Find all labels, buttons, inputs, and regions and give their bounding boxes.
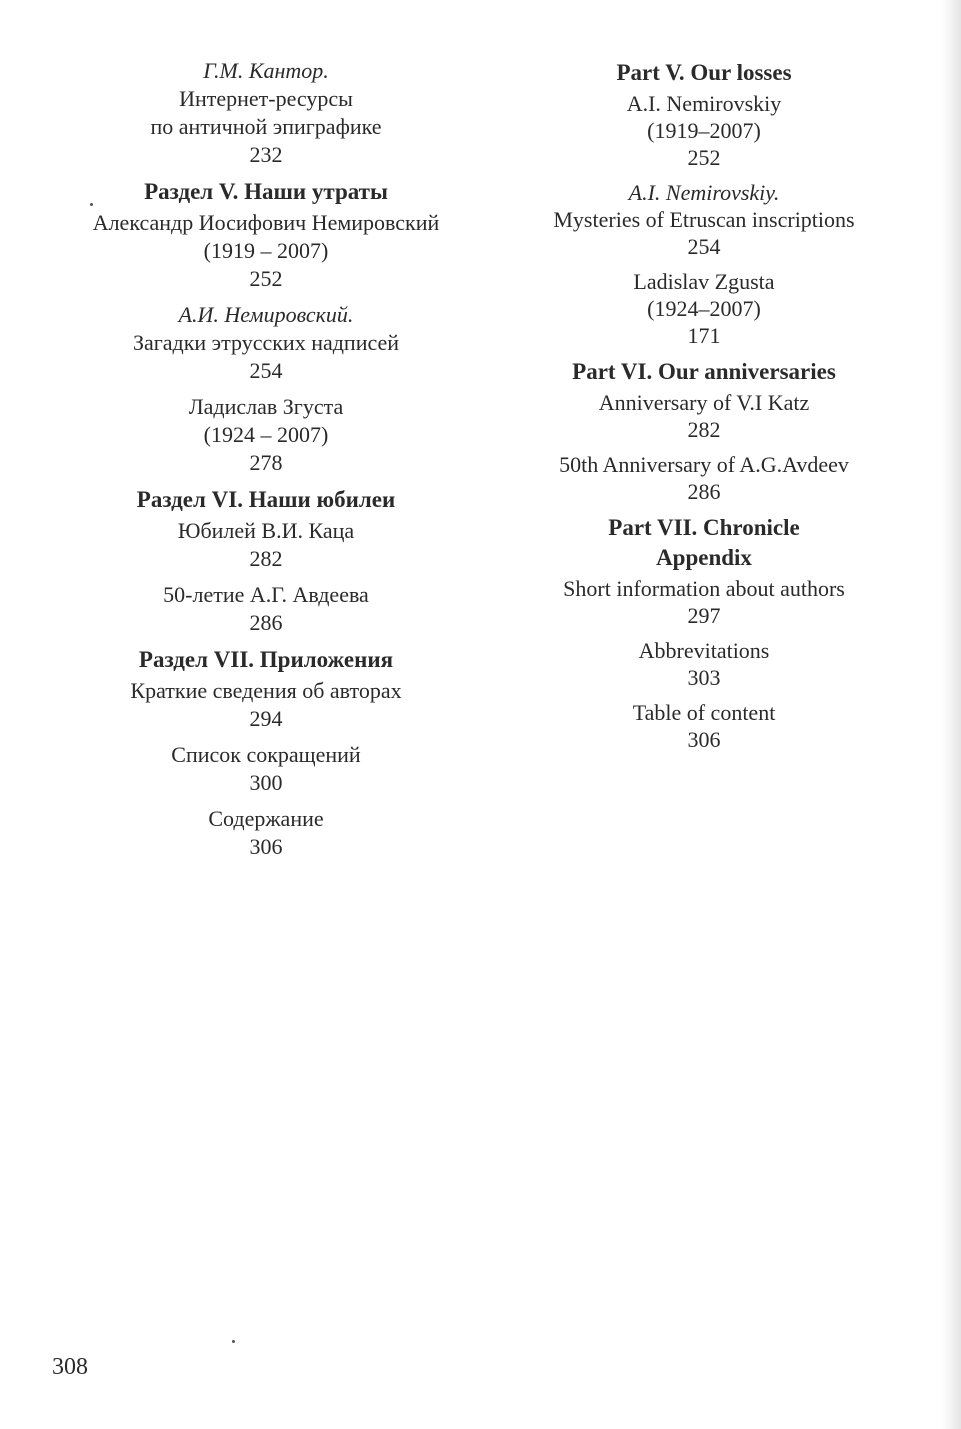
toc-column-russian xyxy=(50,57,482,869)
entry-page-number: 252 xyxy=(687,145,721,170)
entry-author: Г.М. Кантор. xyxy=(203,58,329,83)
page-edge-shadow xyxy=(941,0,961,1429)
section-heading: Раздел VII. Приложения xyxy=(138,647,394,672)
entry-title: Abbrevitations xyxy=(638,638,770,663)
entry-title: Список сокращений xyxy=(171,742,361,767)
entry-dates: (1919–2007) xyxy=(647,118,761,143)
entry-title: Краткие сведения об авторах xyxy=(130,678,402,703)
entry-page-number: 306 xyxy=(249,834,283,859)
entry-title: Загадки этрусских надписей xyxy=(132,330,400,355)
entry-title: по античной эпиграфике xyxy=(150,114,382,139)
entry-page-number: 286 xyxy=(687,479,721,504)
entry-page-number: 282 xyxy=(249,546,283,571)
entry-dates: (1919 – 2007) xyxy=(203,238,329,263)
toc-entry xyxy=(50,209,482,293)
toc-entry xyxy=(50,741,482,797)
section-heading: Раздел VI. Наши юбилеи xyxy=(136,487,396,512)
toc-entry xyxy=(500,268,908,349)
entry-page-number: 254 xyxy=(687,234,721,259)
section-heading: Раздел V. Наши утраты xyxy=(144,179,388,204)
toc-entry xyxy=(50,57,482,169)
toc-entry xyxy=(50,677,482,733)
section-heading: Part V. Our losses xyxy=(616,60,792,85)
toc-column-english xyxy=(500,58,908,761)
toc-entry xyxy=(50,517,482,573)
entry-title: Юбилей В.И. Каца xyxy=(177,518,355,543)
scan-speck xyxy=(90,203,93,206)
entry-title: Интернет-ресурсы xyxy=(179,86,353,111)
entry-author: A.I. Nemirovskiy. xyxy=(628,180,780,205)
entry-page-number: 306 xyxy=(687,727,721,752)
entry-page-number: 297 xyxy=(687,603,721,628)
entry-title: A.I. Nemirovskiy xyxy=(626,91,782,116)
entry-title: Anniversary of V.I Katz xyxy=(598,390,810,415)
entry-author: А.И. Немировский. xyxy=(178,302,354,327)
entry-page-number: 286 xyxy=(249,610,283,635)
scan-speck xyxy=(232,1340,235,1343)
entry-page-number: 171 xyxy=(687,323,721,348)
entry-dates: (1924–2007) xyxy=(647,296,761,321)
entry-title: Ладислав Згуста xyxy=(188,394,344,419)
entry-page-number: 254 xyxy=(249,358,283,383)
toc-entry xyxy=(50,805,482,861)
entry-title: Mysteries of Etruscan inscriptions xyxy=(553,207,855,232)
toc-entry xyxy=(500,637,908,691)
entry-title: Содержание xyxy=(208,806,324,831)
toc-entry xyxy=(500,389,908,443)
entry-title: Short information about authors xyxy=(563,576,845,601)
entry-page-number: 252 xyxy=(249,266,283,291)
section-heading: Appendix xyxy=(656,545,752,570)
entry-page-number: 300 xyxy=(249,770,283,795)
toc-entry xyxy=(500,699,908,753)
entry-title: Александр Иосифович Немировский xyxy=(92,210,440,235)
entry-page-number: 303 xyxy=(687,665,721,690)
toc-entry xyxy=(50,581,482,637)
entry-title: 50-летие А.Г. Авдеева xyxy=(163,582,369,607)
toc-entry xyxy=(500,575,908,629)
entry-page-number: 282 xyxy=(687,417,721,442)
entry-page-number: 294 xyxy=(249,706,283,731)
toc-entry xyxy=(50,393,482,477)
entry-title: Ladislav Zgusta xyxy=(633,269,775,294)
section-heading: Part VII. Chronicle xyxy=(608,515,800,540)
toc-entry xyxy=(500,451,908,505)
toc-entry xyxy=(50,301,482,385)
entry-dates: (1924 – 2007) xyxy=(203,422,329,447)
entry-title: 50th Anniversary of A.G.Avdeev xyxy=(559,452,849,477)
entry-page-number: 232 xyxy=(249,142,283,167)
toc-entry xyxy=(500,179,908,260)
toc-entry xyxy=(500,90,908,171)
entry-page-number: 278 xyxy=(249,450,283,475)
section-heading: Part VI. Our anniversaries xyxy=(572,359,836,384)
entry-title: Table of content xyxy=(632,700,776,725)
page-number: 308 xyxy=(52,1354,88,1380)
